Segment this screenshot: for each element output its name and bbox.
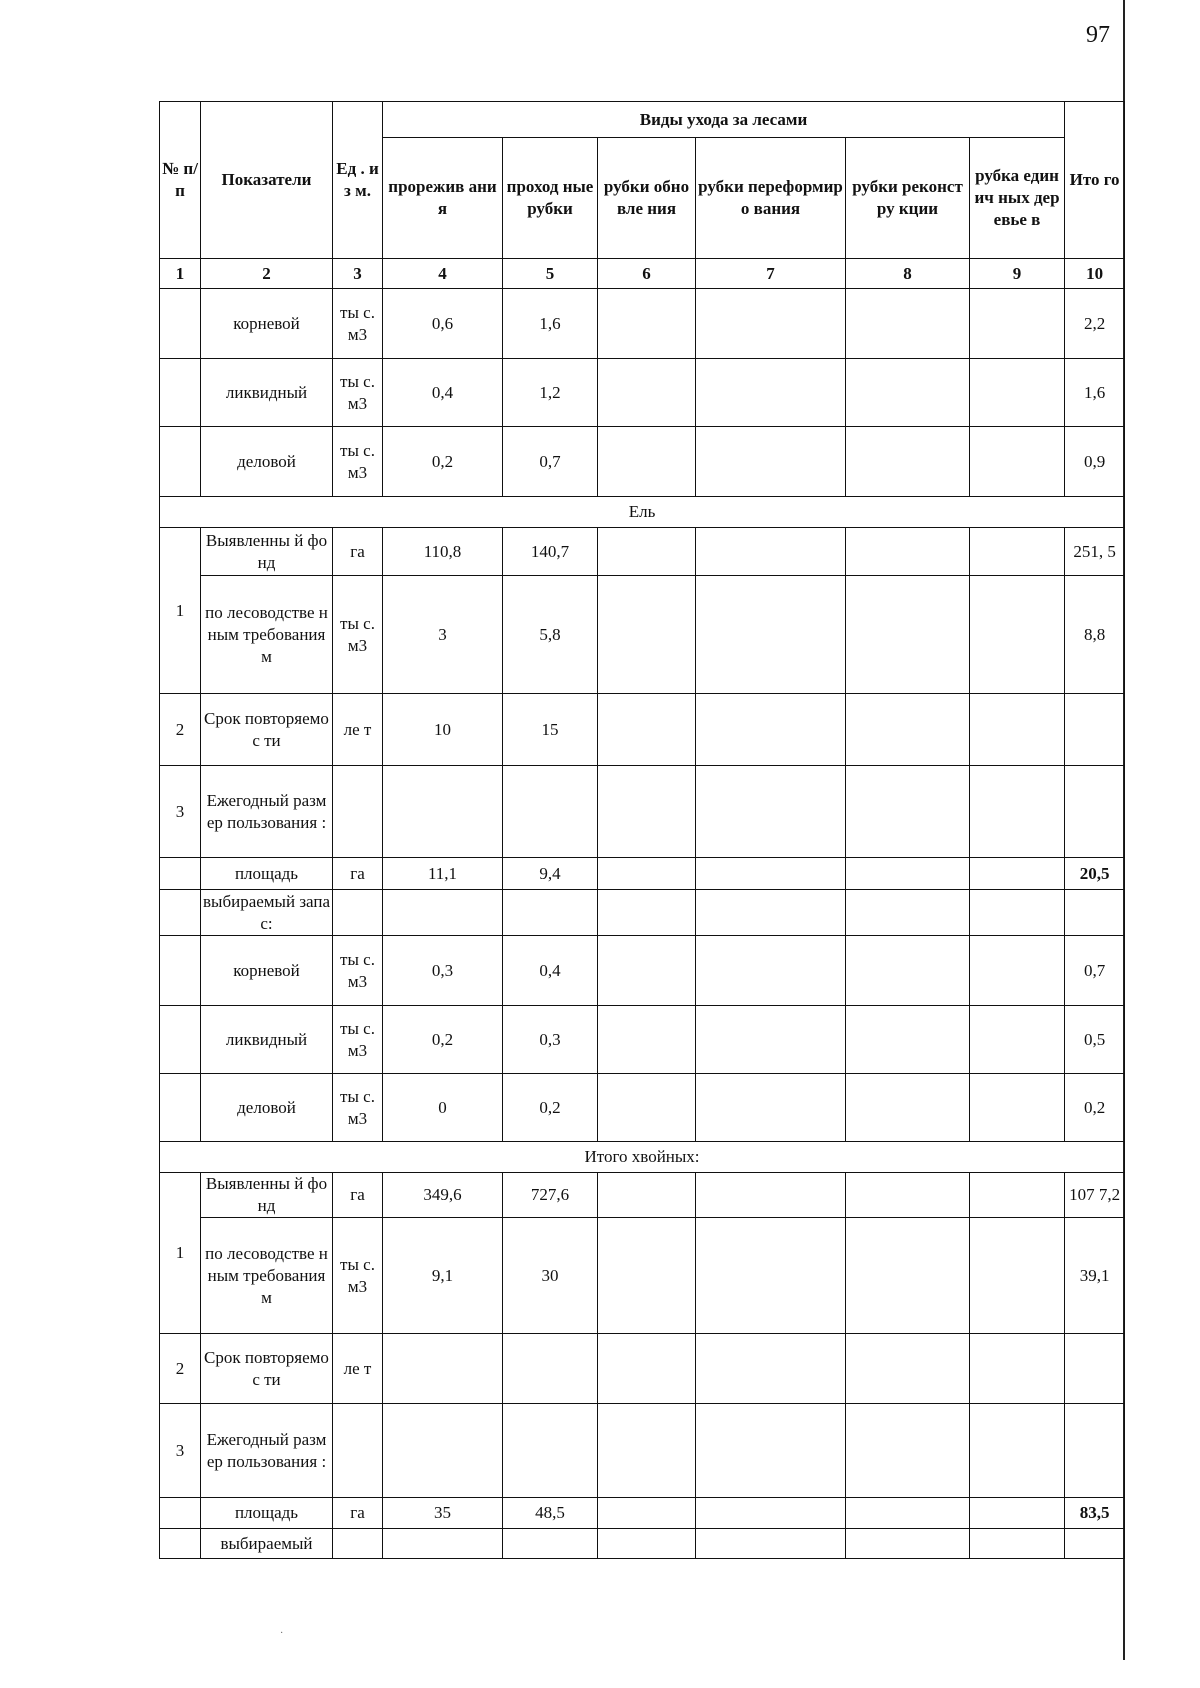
value-cell [846, 576, 970, 694]
value-cell [970, 289, 1065, 359]
header-number: 2 [201, 259, 333, 289]
value-cell: 0,4 [503, 936, 598, 1006]
total-cell [1065, 1334, 1125, 1404]
value-cell [503, 766, 598, 858]
value-cell [598, 1006, 696, 1074]
value-cell [696, 766, 846, 858]
value-cell: 349,6 [383, 1173, 503, 1218]
header-number: 5 [503, 259, 598, 289]
row-number-cell [160, 427, 201, 497]
table-row [160, 427, 1125, 497]
value-cell [696, 576, 846, 694]
value-cell [333, 1529, 383, 1559]
value-cell [696, 936, 846, 1006]
section-title-row [160, 1142, 1125, 1173]
value-cell [696, 694, 846, 766]
header-number: 10 [1065, 259, 1125, 289]
total-cell: 20,5 [1065, 858, 1125, 890]
value-cell [696, 1218, 846, 1334]
row-number-cell [160, 289, 201, 359]
table-row [160, 1173, 1125, 1218]
indicator-cell: выбираемый запас: [201, 890, 333, 936]
value-cell [696, 1006, 846, 1074]
table-row [160, 528, 1125, 576]
value-cell [696, 890, 846, 936]
indicator-cell: площадь [201, 858, 333, 890]
value-cell [846, 359, 970, 427]
indicator-cell: Срок повторяемос ти [201, 1334, 333, 1404]
value-cell [846, 1074, 970, 1142]
header-col-total: Ито го [1065, 102, 1125, 259]
header-type-single-tree-cutting: рубка единич ных деревье в [970, 138, 1065, 259]
indicator-cell: Ежегодный размер пользования : [201, 1404, 333, 1498]
header-col-unit: Ед . из м. [333, 102, 383, 259]
value-cell [696, 1404, 846, 1498]
total-cell: 0,5 [1065, 1006, 1125, 1074]
table-row [160, 890, 1125, 936]
value-cell [598, 936, 696, 1006]
header-number: 9 [970, 259, 1065, 289]
value-cell [696, 1529, 846, 1559]
value-cell: 0,2 [383, 1006, 503, 1074]
unit-cell: га [333, 528, 383, 576]
row-number-cell: 3 [160, 1404, 201, 1498]
row-number-cell [160, 936, 201, 1006]
table-row [160, 936, 1125, 1006]
header-number: 8 [846, 259, 970, 289]
value-cell [970, 1006, 1065, 1074]
row-number-cell [160, 1074, 201, 1142]
value-cell: 35 [383, 1498, 503, 1529]
value-cell [503, 1334, 598, 1404]
unit-cell: ты с. м3 [333, 427, 383, 497]
value-cell [970, 427, 1065, 497]
row-number-cell [160, 858, 201, 890]
value-cell [846, 1404, 970, 1498]
value-cell: 10 [383, 694, 503, 766]
value-cell [970, 1334, 1065, 1404]
value-cell: 140,7 [503, 528, 598, 576]
total-cell: 1,6 [1065, 359, 1125, 427]
value-cell: 48,5 [503, 1498, 598, 1529]
section-title-row [160, 497, 1125, 528]
indicator-cell: выбираемый [201, 1529, 333, 1559]
indicator-cell: деловой [201, 427, 333, 497]
value-cell [846, 427, 970, 497]
value-cell [846, 766, 970, 858]
value-cell: 30 [503, 1218, 598, 1334]
page-number: 97 [1086, 22, 1110, 48]
value-cell [846, 858, 970, 890]
total-cell: 8,8 [1065, 576, 1125, 694]
unit-cell: ты с. м3 [333, 359, 383, 427]
value-cell: 3 [383, 576, 503, 694]
row-number-cell [160, 1529, 201, 1559]
scan-speck: · [280, 1628, 284, 1639]
row-number-cell: 1 [160, 1173, 201, 1334]
value-cell: 0,3 [383, 936, 503, 1006]
value-cell [696, 858, 846, 890]
value-cell: 0,2 [383, 427, 503, 497]
table-row [160, 359, 1125, 427]
value-cell [970, 766, 1065, 858]
total-cell [1065, 766, 1125, 858]
value-cell: 11,1 [383, 858, 503, 890]
value-cell [696, 528, 846, 576]
total-cell: 2,2 [1065, 289, 1125, 359]
table-row [160, 1404, 1125, 1498]
indicator-cell: Ежегодный размер пользования : [201, 766, 333, 858]
value-cell [598, 528, 696, 576]
value-cell [1065, 1529, 1125, 1559]
row-number-cell: 2 [160, 694, 201, 766]
forest-care-table [159, 101, 1125, 1559]
indicator-cell: Срок повторяемос ти [201, 694, 333, 766]
row-number-cell: 1 [160, 528, 201, 694]
value-cell [970, 1529, 1065, 1559]
value-cell [846, 1529, 970, 1559]
value-cell [696, 1173, 846, 1218]
value-cell: 110,8 [383, 528, 503, 576]
value-cell [970, 359, 1065, 427]
total-cell: 0,9 [1065, 427, 1125, 497]
header-number: 1 [160, 259, 201, 289]
header-number: 4 [383, 259, 503, 289]
value-cell [696, 427, 846, 497]
indicator-cell: Выявленны й фонд [201, 528, 333, 576]
indicator-cell: деловой [201, 1074, 333, 1142]
total-cell: 0,2 [1065, 1074, 1125, 1142]
header-type-reformation-cutting: рубки переформиро вания [696, 138, 846, 259]
indicator-cell: по лесоводстве нным требования м [201, 576, 333, 694]
unit-cell: ты с. м3 [333, 289, 383, 359]
unit-cell: га [333, 858, 383, 890]
value-cell [846, 1334, 970, 1404]
value-cell: 0,2 [503, 1074, 598, 1142]
value-cell [970, 1404, 1065, 1498]
table-row [160, 1074, 1125, 1142]
table-body [160, 289, 1125, 1559]
value-cell [970, 528, 1065, 576]
table-row [160, 1218, 1125, 1334]
value-cell [846, 694, 970, 766]
value-cell [846, 936, 970, 1006]
total-cell: 251, 5 [1065, 528, 1125, 576]
header-type-passage-cutting: проход ные рубки [503, 138, 598, 259]
unit-cell: ты с. м3 [333, 1074, 383, 1142]
indicator-cell: корневой [201, 936, 333, 1006]
value-cell [846, 1006, 970, 1074]
value-cell [598, 694, 696, 766]
value-cell [598, 766, 696, 858]
value-cell [970, 890, 1065, 936]
table-row [160, 1006, 1125, 1074]
table-row [160, 858, 1125, 890]
value-cell [696, 359, 846, 427]
value-cell: 1,2 [503, 359, 598, 427]
row-number-cell [160, 1006, 201, 1074]
indicator-cell: по лесоводстве нным требования м [201, 1218, 333, 1334]
value-cell [846, 1173, 970, 1218]
header-col-no: № п/ п [160, 102, 201, 259]
value-cell [970, 1173, 1065, 1218]
unit-cell [333, 766, 383, 858]
unit-cell: ты с. м3 [333, 576, 383, 694]
value-cell [383, 1529, 503, 1559]
value-cell [970, 1498, 1065, 1529]
row-number-cell [160, 890, 201, 936]
value-cell [503, 890, 598, 936]
table-row [160, 576, 1125, 694]
value-cell [598, 1173, 696, 1218]
value-cell [696, 289, 846, 359]
table-row [160, 766, 1125, 858]
value-cell: 0,4 [383, 359, 503, 427]
value-cell [383, 890, 503, 936]
value-cell [970, 576, 1065, 694]
row-number-cell: 3 [160, 766, 201, 858]
indicator-cell: ликвидный [201, 1006, 333, 1074]
value-cell [598, 576, 696, 694]
unit-cell: га [333, 1498, 383, 1529]
total-cell: 0,7 [1065, 936, 1125, 1006]
value-cell [598, 890, 696, 936]
value-cell: 0 [383, 1074, 503, 1142]
row-number-cell [160, 1498, 201, 1529]
indicator-cell: площадь [201, 1498, 333, 1529]
value-cell [333, 890, 383, 936]
value-cell [598, 1404, 696, 1498]
section-title: Итого хвойных: [160, 1142, 1125, 1173]
value-cell [598, 359, 696, 427]
header-type-renewal-cutting: рубки обновле ния [598, 138, 696, 259]
unit-cell: ты с. м3 [333, 1006, 383, 1074]
value-cell: 9,4 [503, 858, 598, 890]
value-cell [846, 528, 970, 576]
unit-cell: ты с. м3 [333, 1218, 383, 1334]
unit-cell: ле т [333, 1334, 383, 1404]
total-cell [1065, 694, 1125, 766]
table-row [160, 1529, 1125, 1559]
value-cell [696, 1498, 846, 1529]
value-cell [1065, 890, 1125, 936]
unit-cell: га [333, 1173, 383, 1218]
value-cell [846, 1218, 970, 1334]
value-cell [696, 1334, 846, 1404]
value-cell [970, 936, 1065, 1006]
total-cell: 107 7,2 [1065, 1173, 1125, 1218]
value-cell [598, 1529, 696, 1559]
table-row [160, 1498, 1125, 1529]
value-cell: 727,6 [503, 1173, 598, 1218]
indicator-cell: корневой [201, 289, 333, 359]
table-row [160, 289, 1125, 359]
value-cell [503, 1404, 598, 1498]
value-cell [383, 1334, 503, 1404]
total-cell: 83,5 [1065, 1498, 1125, 1529]
value-cell: 15 [503, 694, 598, 766]
value-cell: 0,3 [503, 1006, 598, 1074]
value-cell [503, 1529, 598, 1559]
total-cell [1065, 1404, 1125, 1498]
value-cell: 0,6 [383, 289, 503, 359]
value-cell [970, 1074, 1065, 1142]
value-cell [846, 890, 970, 936]
header-col-indicator: Показатели [201, 102, 333, 259]
header-number: 3 [333, 259, 383, 289]
value-cell [696, 1074, 846, 1142]
unit-cell: ты с. м3 [333, 936, 383, 1006]
value-cell [970, 694, 1065, 766]
value-cell [970, 858, 1065, 890]
value-cell [383, 766, 503, 858]
header-type-thinning: прорежив ания [383, 138, 503, 259]
unit-cell: ле т [333, 694, 383, 766]
value-cell: 5,8 [503, 576, 598, 694]
value-cell [846, 1498, 970, 1529]
total-cell: 39,1 [1065, 1218, 1125, 1334]
header-number: 6 [598, 259, 696, 289]
unit-cell [333, 1404, 383, 1498]
row-number-cell [160, 359, 201, 427]
value-cell [598, 1498, 696, 1529]
header-group-title: Виды ухода за лесами [383, 102, 1065, 138]
indicator-cell: Выявленны й фонд [201, 1173, 333, 1218]
value-cell [598, 1334, 696, 1404]
row-number-cell: 2 [160, 1334, 201, 1404]
value-cell [598, 1218, 696, 1334]
table-row [160, 1334, 1125, 1404]
value-cell [598, 1074, 696, 1142]
value-cell: 0,7 [503, 427, 598, 497]
value-cell [598, 858, 696, 890]
value-cell [383, 1404, 503, 1498]
value-cell [598, 289, 696, 359]
header-type-reconstruction-cutting: рубки реконстру кции [846, 138, 970, 259]
value-cell: 1,6 [503, 289, 598, 359]
value-cell: 9,1 [383, 1218, 503, 1334]
header-number: 7 [696, 259, 846, 289]
value-cell [970, 1218, 1065, 1334]
indicator-cell: ликвидный [201, 359, 333, 427]
value-cell [598, 427, 696, 497]
section-title: Ель [160, 497, 1125, 528]
table-row [160, 694, 1125, 766]
value-cell [846, 289, 970, 359]
